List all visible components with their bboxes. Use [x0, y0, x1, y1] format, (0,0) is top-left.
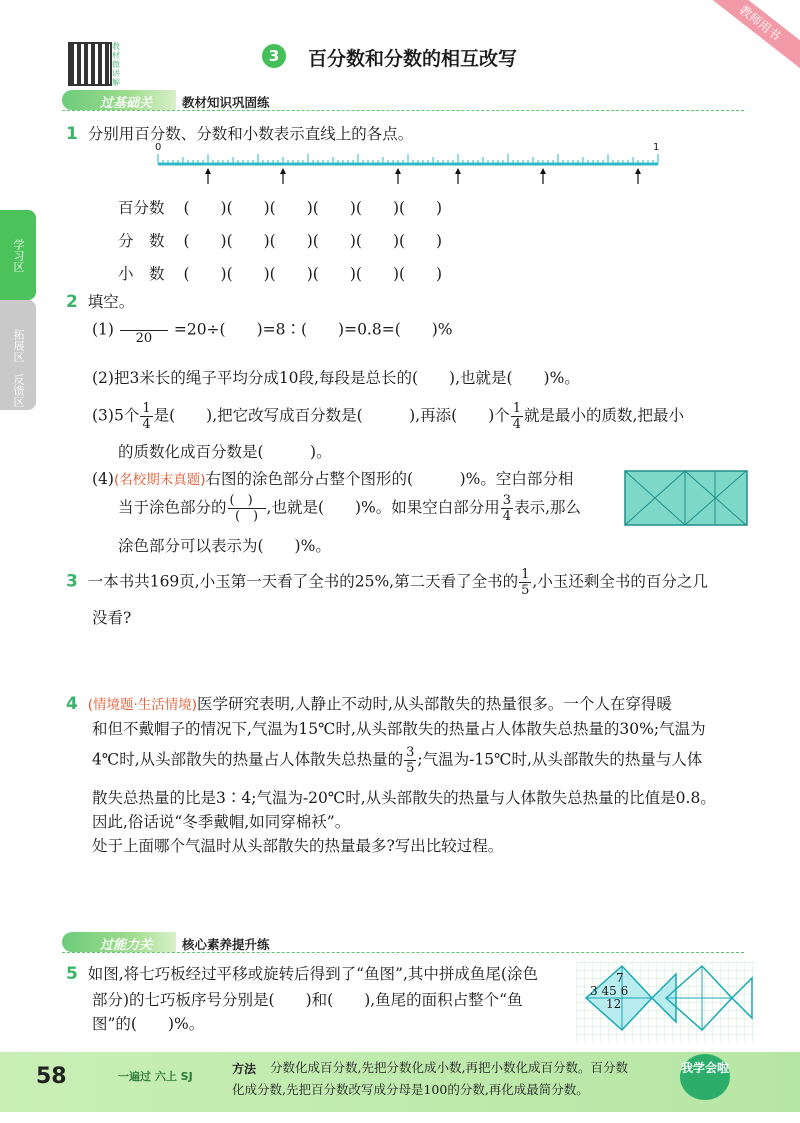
- section-subtitle-ability: 核心素养提升练: [182, 937, 270, 952]
- point-marker-arrow: [395, 168, 401, 174]
- side-tab-feedback[interactable]: 反馈区: [0, 370, 36, 410]
- side-tab-extend[interactable]: 拓展区: [0, 300, 36, 390]
- q2-text: 填空。: [87, 293, 135, 311]
- q2-part1-fraction[interactable]: 20: [120, 316, 168, 345]
- q2-part2: (2)把3米长的绳子平均分成10段,每段是总长的( ),也就是( )%。: [92, 369, 580, 387]
- point-marker-arrow: [635, 168, 641, 174]
- q4-line5: 因此,俗话说“冬季戴帽,如同穿棉袄”。: [92, 813, 351, 831]
- q4-line2: 和但不戴帽子的情况下,气温为15℃时,从头部散失的热量占人体散失总热量的30%;气温为: [92, 720, 706, 738]
- lesson-number: 3: [268, 47, 280, 65]
- section-subtitle-basic: 教材知识巩固练: [182, 95, 270, 110]
- corner-label: 教师用书: [736, 2, 784, 44]
- q2-part1: (1) 20 =20÷( )=8∶( )=0.8=( )%: [92, 316, 453, 345]
- q4-number: 4: [66, 694, 78, 714]
- q2: [66, 290, 134, 312]
- q1-row-decimal-label: 小 数: [118, 265, 165, 283]
- tag-exam: (名校期末真题): [113, 472, 206, 488]
- number-line-markers: [205, 168, 641, 184]
- fraction-3-4: $\frac{3}{4}$: [502, 493, 512, 524]
- method-line2: 化成分数,先把百分数改写成分母是100的分数,再化成最简分数。: [232, 1082, 589, 1097]
- learned-badge: 我学会啦: [680, 1054, 730, 1100]
- shaded-figure: [624, 470, 748, 526]
- section-divider-2: [62, 952, 744, 953]
- ruler-label-start: 0: [155, 142, 162, 153]
- q1-blanks-fraction[interactable]: ( )( )( )( )( )( ): [183, 232, 443, 250]
- q2-part3-line2: 的质数化成百分数是( )。: [118, 443, 332, 461]
- qr-code[interactable]: [68, 42, 112, 86]
- lesson-title: 百分数和分数的相互改写: [308, 48, 518, 70]
- fraction-1-4: $\frac{1}{4}$: [512, 401, 522, 432]
- section-badge-basic: 过基础关: [100, 96, 153, 111]
- q5-line2: 部分)的七巧板序号分别是( )和( ),鱼尾的面积占整个“鱼: [92, 991, 523, 1009]
- fraction-3-5: $\frac{3}{5}$: [406, 745, 415, 776]
- fraction-1-5: $\frac{1}{5}$: [521, 567, 530, 598]
- blank-fraction[interactable]: $\frac{( )}{( )}$: [228, 494, 266, 523]
- q5: 5 如图,将七巧板经过平移或旋转后得到了“鱼图”,其中拼成鱼尾(涂色: [66, 964, 538, 984]
- point-marker-arrow: [540, 168, 546, 174]
- q1-row-fraction: [118, 229, 442, 251]
- q2-part4: (4)(名校期末真题)右图的涂色部分占整个图形的( )%。空白部分相: [92, 470, 574, 488]
- side-tab-study[interactable]: 学习区: [0, 210, 36, 300]
- q1-blanks-percent[interactable]: ( )( )( )( )( )( ): [183, 199, 443, 217]
- q4-line3: 4℃时,从头部散失的热量占人体散失总热量的 $\frac{3}{5}$ ;气温为-15℃时,从头部散失的热量与人体: [92, 745, 703, 776]
- q4-line6: 处于上面哪个气温时从头部散失的热量最多?写出比较过程。: [92, 837, 504, 855]
- q4-line4: 散失总热量的比是3∶4;气温为-20℃时,从头部散失的热量与人体散失总热量的比值是0.8。: [92, 789, 716, 807]
- q1-row-percent-label: 百分数: [118, 199, 165, 217]
- corner-ribbon: [698, 0, 800, 75]
- ruler-label-end: 1: [653, 142, 660, 153]
- fraction-1-4: $\frac{1}{4}$: [142, 401, 151, 432]
- method-label: 方法: [232, 1062, 257, 1076]
- q2-part4-line3: 涂色部分可以表示为( )%。: [118, 537, 331, 555]
- book-label: 一遍过 六上 SJ: [118, 1070, 193, 1083]
- q1-row-decimal: [118, 262, 442, 284]
- point-marker-arrow: [280, 168, 286, 174]
- q3-number: 3: [66, 571, 78, 592]
- q5-line3: 图”的( )%。: [92, 1015, 205, 1033]
- q1: [66, 122, 413, 144]
- q1-text: 分别用百分数、分数和小数表示直线上的各点。: [87, 125, 414, 143]
- q1-row-fraction-label: 分 数: [118, 232, 165, 250]
- point-marker-arrow: [455, 168, 461, 174]
- q5-number: 5: [66, 964, 78, 984]
- lesson-number-badge: [262, 44, 286, 68]
- q1-blanks-decimal[interactable]: ( )( )( )( )( )( ): [183, 265, 443, 283]
- page-number: 58: [36, 1064, 67, 1089]
- q3-line2: 没看?: [92, 609, 132, 627]
- method-line1: 分数化成百分数,先把分数化成小数,再把小数化成百分数。百分数: [270, 1060, 628, 1075]
- qr-caption: 教材微讲解: [112, 42, 120, 87]
- q2-number: 2: [66, 292, 78, 312]
- q4: 4 (情境题·生活情境)医学研究表明,人静止不动时,从头部散失的热量很多。一个人在穿得暖: [66, 694, 672, 714]
- q2-part4-line2: 当于涂色部分的 $\frac{( )}{( )}$ ,也就是( )%。如果空白部分用 $\frac{3}{4}$ 表示,那么: [118, 493, 581, 524]
- q3: 3 一本书共169页,小玉第一天看了全书的25%,第二天看了全书的 $\frac{1}{5}$ ,小玉还剩全书的百分之几: [66, 567, 708, 598]
- tag-context: (情境题·生活情境): [87, 697, 198, 713]
- number-line: [150, 142, 670, 186]
- section-badge-ability: 过能力关: [100, 938, 153, 953]
- q1-number: 1: [66, 124, 78, 144]
- q2-part3: (3)5个 $\frac{1}{4}$ 是( ),把它改写成百分数是( ),再添( )个 $\frac{1}{4}$ 就是最小的质数,把最小: [92, 401, 684, 432]
- section-divider: [62, 110, 744, 111]
- q1-row-percent: [118, 196, 442, 218]
- tangram-labels: 7 3 45 6 12: [590, 971, 629, 1011]
- point-marker-arrow: [205, 168, 211, 174]
